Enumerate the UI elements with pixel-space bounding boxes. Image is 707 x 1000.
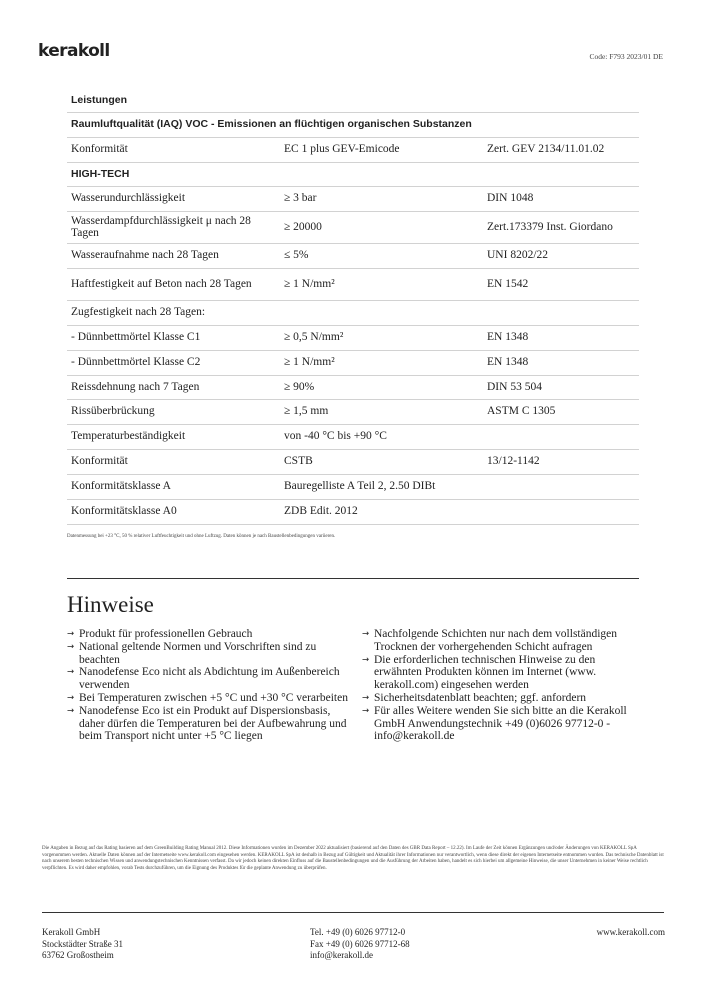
table-row — [67, 211, 639, 243]
table-section-row — [67, 162, 639, 186]
norm-cell: Zert.173379 Inst. Giordano — [483, 211, 639, 243]
value-cell: Bauregelliste A Teil 2, 2.50 DIBt — [280, 474, 483, 499]
arrow-right-icon: → — [67, 692, 75, 703]
norm-cell: DIN 53 504 — [483, 375, 639, 399]
performance-table — [67, 88, 639, 525]
property-cell: - Dünnbettmörtel Klasse C2 — [67, 350, 280, 375]
property-cell: - Dünnbettmörtel Klasse C1 — [67, 325, 280, 350]
arrow-right-icon: → — [362, 629, 370, 639]
property-cell: Temperaturbeständigkeit — [67, 424, 280, 449]
company-city: 63762 Großostheim — [42, 950, 114, 960]
property-cell: Wasserdampfdurchlässigkeit μ nach 28 Tagen — [67, 211, 280, 243]
table-row — [67, 325, 639, 350]
value-cell: ≥ 3 bar — [280, 186, 483, 211]
table-row — [67, 424, 639, 449]
property-cell: Konformitätsklasse A — [67, 474, 280, 499]
arrow-right-icon: → — [67, 641, 75, 652]
table-row — [67, 268, 639, 300]
table-row — [67, 300, 639, 325]
note-text: Für alles Weitere wenden Sie sich bitte an die Kerakoll GmbH Anwendungstechnik +49 (0)6026 97712-0 - info@kerakoll.de — [374, 704, 627, 743]
note-item — [362, 705, 644, 743]
footer-company — [42, 927, 123, 962]
table-row — [67, 499, 639, 524]
norm-cell: UNI 8202/22 — [483, 243, 639, 268]
note-item — [67, 641, 349, 667]
section-label: HIGH-TECH — [67, 162, 639, 186]
norm-cell: EN 1348 — [483, 350, 639, 375]
kerakoll-logo: kerakoll — [38, 41, 110, 61]
note-item — [67, 666, 349, 692]
note-item — [362, 692, 644, 705]
value-cell: ≥ 90% — [280, 375, 483, 399]
norm-cell: 13/12-1142 — [483, 449, 639, 474]
norm-cell: EN 1348 — [483, 325, 639, 350]
property-cell: Wasseraufnahme nach 28 Tagen — [67, 243, 280, 268]
property-cell: Haftfestigkeit auf Beton nach 28 Tagen — [67, 268, 280, 300]
norm-cell — [483, 499, 639, 524]
value-cell: von -40 °C bis +90 °C — [280, 424, 483, 449]
norm-cell: DIN 1048 — [483, 186, 639, 211]
table-footnote: Datenmessung bei +23 °C, 50 % relativer Luftfeuchtigkeit und ohne Luftzug. Daten können je nach Baustellenbedingungen variieren. — [67, 534, 336, 539]
value-cell: CSTB — [280, 449, 483, 474]
table-row — [67, 186, 639, 211]
table-section-row — [67, 112, 639, 137]
note-text: Produkt für professionellen Gebrauch — [79, 628, 253, 640]
section-divider — [67, 578, 639, 579]
notes-heading: Hinweise — [67, 592, 154, 617]
arrow-right-icon: → — [67, 629, 75, 639]
company-name: Kerakoll GmbH — [42, 927, 101, 937]
note-text: Bei Temperaturen zwischen +5 °C und +30 °C verarbeiten — [79, 691, 348, 704]
notes-list-right — [362, 628, 644, 743]
norm-cell — [483, 300, 639, 325]
arrow-right-icon: → — [362, 692, 370, 703]
footer-contact — [310, 927, 410, 962]
value-cell — [280, 300, 483, 325]
disclaimer-text: Die Angaben in Bezug auf das Rating basieren auf dem GreenBuilding Rating Manual 2012. Diese Informationen wurden im Dezember 2022 aktualisiert (basierend auf den Daten des GBR Data Report – 12.22). Im Laufe der Zeit können Ergänzungen und/oder Änderungen von KERAKOLL SpA vorgenommen werden. Aktuelle Daten können auf der Internetseite www.kerakoll.com eingesehen werden. KERAKOLL SpA ist deshalb in Bezug auf Gültigkeit und Aktualität ihrer Informationen nur verantwortlich, wenn diese direkt der eigenen Internetseite entnommen wurden. Das technische Datenblatt ist nach unserem besten technischen Wissen und anwendungstechnischen Kenntnissen verfasst. Da wir jedoch keinen direkten Einfluss auf die Baustellenbedingungen und die Ausführung der Arbeiten haben, handelt es sich hierbei um allgemeine Hinweise, die unser Unternehmen in keiner Weise rechtlich verpflichten. Es wird daher empfohlen, vorab Tests durchzuführen, um die Eignung des Produktes für die geplante Anwendung zu überprüfen. — [42, 846, 664, 871]
table-row — [67, 243, 639, 268]
contact-fax: Fax +49 (0) 6026 97712-68 — [310, 938, 410, 949]
norm-cell: Zert. GEV 2134/11.01.02 — [483, 137, 639, 162]
value-cell: ≥ 0,5 N/mm² — [280, 325, 483, 350]
property-cell: Konformität — [67, 449, 280, 474]
note-item — [67, 705, 349, 743]
note-text: Nachfolgende Schichten nur nach dem vollständigen Trocknen der vorhergehenden Schicht aufragen — [374, 628, 618, 653]
table-row — [67, 137, 639, 162]
value-cell: ≥ 1 N/mm² — [280, 350, 483, 375]
note-item — [362, 654, 644, 692]
performance-table-body — [67, 88, 639, 524]
table-row — [67, 449, 639, 474]
table-row — [67, 350, 639, 375]
arrow-right-icon: → — [67, 705, 75, 716]
note-text: Die erforderlichen technischen Hinweise zu den erwähnten Produkten können im Internet (www. kerakoll.com) eingesehen werden — [374, 653, 597, 692]
norm-cell: EN 1542 — [483, 268, 639, 300]
property-cell: Konformität — [67, 137, 280, 162]
company-street: Stockstädter Straße 31 — [42, 938, 123, 949]
table-row — [67, 474, 639, 499]
table-row — [67, 399, 639, 424]
property-cell: Reissdehnung nach 7 Tagen — [67, 375, 280, 399]
note-item — [362, 628, 644, 654]
footer-website[interactable] — [597, 927, 665, 939]
norm-cell — [483, 424, 639, 449]
note-text: Nanodefense Eco nicht als Abdichtung im Außenbereich verwenden — [79, 666, 340, 692]
property-cell: Zugfestigkeit nach 28 Tagen: — [67, 300, 280, 325]
note-text: National geltende Normen und Vorschriften sind zu beachten — [79, 640, 317, 666]
value-cell: ≥ 1 N/mm² — [280, 268, 483, 300]
website-link[interactable]: www.kerakoll.com — [596, 927, 665, 937]
value-cell: ≥ 1,5 mm — [280, 399, 483, 424]
table-row — [67, 375, 639, 399]
value-cell: ZDB Edit. 2012 — [280, 499, 483, 524]
value-cell: ≤ 5% — [280, 243, 483, 268]
property-cell: Konformitätsklasse A0 — [67, 499, 280, 524]
property-cell: Rissüberbrückung — [67, 399, 280, 424]
table-section-row — [67, 88, 639, 112]
note-item — [67, 692, 349, 705]
section-label: Leistungen — [67, 88, 639, 112]
property-cell: Wasserundurchlässigkeit — [67, 186, 280, 211]
contact-phone: Tel. +49 (0) 6026 97712-0 — [310, 927, 406, 937]
note-text: Sicherheitsdatenblatt beachten; ggf. anfordern — [374, 691, 587, 704]
footer-divider — [42, 912, 664, 913]
arrow-right-icon: → — [67, 667, 75, 678]
contact-email[interactable]: info@kerakoll.de — [310, 950, 374, 960]
document-code: Code: F793 2023/01 DE — [589, 52, 663, 61]
section-label: Raumluftqualität (IAQ) VOC - Emissionen an flüchtigen organischen Substanzen — [67, 112, 639, 137]
arrow-right-icon: → — [362, 654, 370, 665]
value-cell: ≥ 20000 — [280, 211, 483, 243]
norm-cell: ASTM C 1305 — [483, 399, 639, 424]
norm-cell — [483, 474, 639, 499]
notes-list-left — [67, 628, 349, 743]
note-item — [67, 628, 349, 641]
note-text: Nanodefense Eco ist ein Produkt auf Dispersionsbasis, daher dürfen die Temperaturen bei der Aufbewahrung und beim Transport nicht unter +5 °C liegen — [79, 704, 347, 743]
arrow-right-icon: → — [362, 705, 370, 716]
value-cell: EC 1 plus GEV-Emicode — [280, 137, 483, 162]
